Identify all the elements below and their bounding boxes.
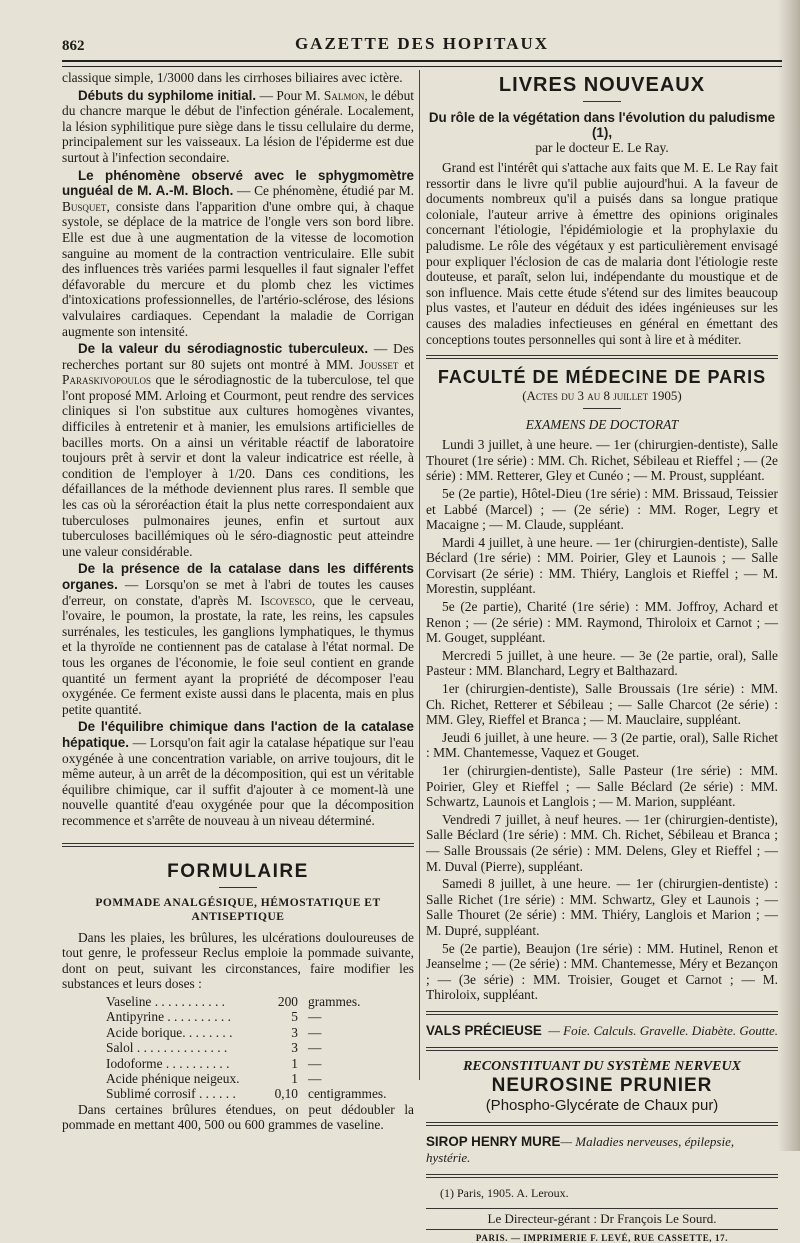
ingredient-name: Sublimé corrosif . . . . . . (106, 1086, 236, 1102)
pommade-outro: Dans certaines brûlures étendues, on peut dédoubler la pommade en mettant 400, 500 ou 600 grammes de vaseline. (62, 1101, 414, 1133)
ad-phospho: (Phospho-Glycérate de Chaux pur) (485, 1096, 719, 1114)
run-in-heading: Le phénomène observé avec le sphygmomètre unguéal de M. A.-M. Bloch. (62, 167, 414, 199)
exam-schedule (426, 437, 778, 1003)
page-number: 862 (62, 38, 85, 54)
pommade-intro: Dans les plaies, les brûlures, les ulcérations douloureuses de tout genre, le professeur Reclus emploie la pommade suivante, dont on peut, suivant les circonstances, faire modifier les substances et leurs doses : (62, 929, 414, 992)
exam-entry: 5e (2e partie), Beaujon (1re série) : MM. Hutinel, Renon et Jeanselme ; — (2e série) : MM. Chantemesse, Méry et Bezançon ; — (3e série) : MM. Troisier, Gouget et Carnot ; — M. Thiroloix, suppléant. (426, 940, 778, 1003)
footer-rule (426, 1208, 778, 1209)
paragraph-sphygmometre (62, 168, 414, 340)
formula-row (106, 1056, 414, 1071)
faculte-subtitle: (Actes du 3 au 8 juillet 1905) (522, 388, 682, 404)
printer-imprint: PARIS. — IMPRIMERIE F. LEVÉ, RUE CASSETTE, 17. (475, 1232, 729, 1243)
ingredient-name: Acide phénique neigeux. (106, 1070, 240, 1086)
ad-vals (426, 1023, 778, 1039)
run-in-heading: De l'équilibre chimique dans l'action de la catalase hépatique. (62, 719, 414, 750)
run-in-heading: Débuts du syphilome initial. (78, 87, 257, 103)
paragraph-syphilome: Débuts du syphilome initial. — Pour M. Salmon, le début du chancre marque le début de l'infection générale. Localement, la lésion syphilitique pure siège dans le tissu cellulaire du derme, principalement sur les vaisseaux. La lésion de l'épiderme est due surtout à l'infection secondaire. (62, 87, 414, 165)
faculte-title: FACULTÉ DE MÉDECINE DE PARIS (437, 367, 767, 388)
directeur-gerant: Le Directeur-gérant : Dr François Le Sourd. (487, 1210, 717, 1226)
ingredient-unit: grammes. (308, 993, 361, 1009)
formula-row (106, 1025, 414, 1040)
run-in-heading: De la présence de la catalase dans les différents organes. (62, 561, 414, 592)
ingredient-quantity: 5 (291, 1009, 298, 1025)
ingredient-unit: — (308, 1055, 322, 1071)
ad-reconstituant: RECONSTITUANT DU SYSTÈME NERVEUX (463, 1058, 741, 1074)
paragraph-text: — Lorsqu'on fait agir la catalase hépatique sur l'eau oxygénée à une concentration variable, on arrive toujours, dit le même auteur, à un arrêt de la décomposition, qui est un véritable équilibre chimique, car il suffit d'ajouter à ce moment-là une nouvelle quantité d'eau oxygénée pour que la décomposition recommence et s'arrête de nouveau à un niveau déterminé. (62, 734, 414, 828)
column-divider (419, 70, 420, 1080)
page-header (62, 30, 782, 60)
paragraph-serodiagnostic (62, 341, 414, 559)
ingredient-quantity: 3 (291, 1040, 298, 1056)
author-name: Jousset (359, 356, 399, 372)
left-column (62, 70, 414, 1135)
paragraph-text: — Ce phénomène, étudié par M. (233, 183, 414, 199)
author-name: Busquet (62, 198, 107, 214)
author-name: Salmon (323, 87, 365, 103)
livres-title: LIVRES NOUVEAUX (498, 74, 706, 96)
section-separator (426, 1122, 778, 1126)
ad-brand: VALS PRÉCIEUSE (426, 1022, 542, 1038)
ad-text: — Maladies nerveuses, épilepsie, hystérie. (426, 1133, 735, 1165)
ingredient-quantity: 0,10 (274, 1086, 298, 1102)
examens-title: EXAMENS DE DOCTORAT (525, 417, 679, 433)
section-separator (426, 1047, 778, 1051)
run-in-heading: De la valeur du sérodiagnostic tuberculeux. (78, 341, 369, 357)
paragraph-cirrhoses: classique simple, 1/3000 dans les cirrhoses biliaires avec ictère. (62, 70, 403, 85)
paragraph-text: que le sérodiagnostic de la tuberculose, tel que l'ont proposé MM. Arloing et Courmont, peut rendre des services cliniques si l'on substitue aux cultures homogènes vivantes, difficiles à entretenir et à manier, les emulsions artificielles de bacilles morts. On a ainsi un véritable réactif de laboratoire toujours prêt à servir et dont la valeur indicatrice est réelle, à condition de l'employer à 1/20. Dans ces conditions, les défaillances de la méthode deviennent plus rares. Il semble que les cas où la séroréaction était la plus nette correspondaient aux tuberculoses pulmonaires jeunes, enfin et surtout aux tuberculoses bacillémiques où le séro-diagnostic peut atteindre une valeur considérable. (62, 372, 414, 559)
ad-sirop (426, 1134, 778, 1166)
ingredient-name: Antipyrine . . . . . . . . . . (106, 1009, 231, 1025)
ingredient-unit: centigrammes. (308, 1086, 387, 1102)
running-title: GAZETTE DES HOPITAUX (294, 34, 550, 53)
ad-text: — Foie. Calculs. Gravelle. Diabète. Goutte. (548, 1022, 778, 1038)
exam-entry: Lundi 3 juillet, à une heure. — 1er (chirurgien-dentiste), Salle Thouret (1re série) : MM. Ch. Richet, Sébileau et Rieffel ; — (2e série) : MM. Retterer, Gley et Cunéo ; — M. Proust, suppléant. (426, 437, 778, 484)
section-separator (426, 1011, 778, 1015)
ingredient-quantity: 200 (277, 993, 298, 1009)
section-separator (426, 355, 778, 359)
ingredient-unit: — (308, 1070, 322, 1086)
ingredient-unit: — (308, 1040, 322, 1056)
paragraph-text: — Lorsqu'on se met à l'abri de toutes les causes d'erreur, on constate, d'après M. (62, 577, 414, 608)
title-rule (583, 101, 621, 102)
paragraph-text: — Des recherches portant sur 80 sujets ont montré à MM. (62, 341, 414, 372)
paragraph-equilibre (62, 719, 414, 828)
formula-row (106, 1071, 414, 1086)
right-column (426, 70, 778, 1243)
formulaire-title: FORMULAIRE (167, 860, 309, 882)
exam-entry: 1er (chirurgien-dentiste), Salle Pasteur (1re série) : MM. Poirier, Gley et Rieffel ; — Salle Béclard (2e série) : MM. Schwartz, Launois et Langlois ; — M. Marion, suppléant. (426, 763, 778, 810)
book-title: Du rôle de la végétation dans l'évolution du paludisme (1), (428, 110, 776, 140)
exam-entry: Vendredi 7 juillet, à neuf heures. — 1er (chirurgien-dentiste), Salle Béclard (1re série) : MM. Ch. Richet, Sébileau et Branca ; — Salle Broussais (2e série) : MM. Delens, Gley et Rieffel ; — M. Duval (Pierre), suppléant. (426, 811, 778, 874)
book-author: par le docteur E. Le Ray. (535, 140, 669, 155)
author-name: Paraskivopoulos (62, 372, 151, 388)
section-separator (426, 1174, 778, 1178)
page-edge-shadow (778, 0, 800, 1151)
author-name: Iscovesco (260, 592, 312, 608)
section-separator (62, 843, 414, 847)
exam-entry: 1er (chirurgien-dentiste), Salle Broussais (1re série) : MM. Ch. Richet, Retterer et Sébileau ; — Salle Charcot (2e série) : MM. Gley, Rieffel et Branca ; — M. Mauclaire, suppléant. (426, 681, 778, 728)
paragraph-text: et (398, 356, 414, 372)
paragraph-text: , le début du chancre marque le début de l'infection générale. Localement, la lésion syphilitique pure siège dans le tissu cellulaire du derme, principalement sur les vaisseaux. La lésion de l'épiderme est due surtout à l'infection secondaire. (62, 87, 414, 165)
title-rule (583, 408, 621, 409)
header-rule (62, 60, 782, 67)
formula-row (106, 1040, 414, 1055)
formula-row (106, 1009, 414, 1024)
ingredient-name: Vaseline . . . . . . . . . . . (106, 993, 226, 1009)
exam-entry: 5e (2e partie), Hôtel-Dieu (1re série) : MM. Brissaud, Teissier et Labbé (Marcel) ; — (2e série) : MM. Roger, Legry et Macaigne ; — M. Claude, suppléant. (426, 485, 778, 533)
exam-entry: Jeudi 6 juillet, à une heure. — 3 (2e partie, oral), Salle Richet : MM. Chantemesse, Vaquez et Gouget. (426, 729, 778, 761)
ingredient-name: Acide borique. . . . . . . . (106, 1024, 233, 1040)
exam-entry: Mardi 4 juillet, à une heure. — 1er (chirurgien-dentiste), Salle Béclard (1re série) : MM. Poirier, Gley et Launois ; — Salle Corvisart (2e série) : MM. Thiéry, Langlois et Rieffel ; — M. Morestin, suppléant. (426, 534, 778, 597)
paragraph-catalase (62, 561, 414, 717)
title-rule (219, 887, 257, 888)
ingredient-quantity: 1 (291, 1070, 298, 1086)
formula-list (106, 994, 414, 1102)
ingredient-quantity: 1 (291, 1055, 298, 1071)
exam-entry: Samedi 8 juillet, à une heure. — 1er (chirurgien-dentiste) : Salle Richet (1re série) : MM. Schwartz, Gley et Launois ; — Salle Thouret (2e série) : MM. Thiéry, Langlois et Marion ; — M. Dupré, suppléant. (426, 876, 778, 938)
ad-neurosine: NEUROSINE PRUNIER (491, 1074, 713, 1096)
pommade-title: POMMADE ANALGÉSIQUE, HÉMOSTATIQUE ET ANTISEPTIQUE (95, 896, 381, 923)
ingredient-name: Iodoforme . . . . . . . . . . (106, 1055, 230, 1071)
paragraph-text: , consiste dans l'apparition d'une ombre qui, à chaque systole, se déplace de la matrice de l'ongle vers son bord libre. Elle est due à une augmentation de la vitesse de locomotion sanguine au moment de la contraction ventriculaire. Elle subit des influences très variées parmi lesquelles il faut signaler l'effet défavorable du mercure et du plomb chez les victimes d'intoxications professionnelles, de l'artério-sclérose, des lésions valvulaires cardiaques. Cependant la maladie de Corrigan augmente son intensité. (62, 198, 414, 339)
formula-row (106, 1086, 414, 1101)
ad-brand: SIROP HENRY MURE (426, 1133, 561, 1149)
footnote: (1) Paris, 1905. A. Leroux. (440, 1185, 569, 1200)
ingredient-quantity: 3 (291, 1024, 298, 1040)
ingredient-name: Salol . . . . . . . . . . . . . . (106, 1040, 228, 1056)
formula-row (106, 994, 414, 1009)
exam-entry: 5e (2e partie), Charité (1re série) : MM. Joffroy, Achard et Renon ; — (2e série) : MM. Raymond, Thiroloix et Carnot ; — M. Gouget, suppléant. (426, 599, 778, 646)
ingredient-unit: — (308, 1024, 322, 1040)
footer-rule (426, 1229, 778, 1230)
paragraph-text: , que le cerveau, l'ovaire, le poumon, la prostate, la rate, les reins, les capsules surrénales, les testicules, les ganglions lymphatiques, le thymus et la thyroïde ne contiennent pas de catalase à l'état normal. De tous les organes de l'économie, le foie seul contient en grande quantité un ferment ayant la propriété de décomposer l'eau oxygénée. Ce ferment existe aussi dans le placenta, mais en plus petite quantité. (62, 592, 414, 717)
exam-entry: Mercredi 5 juillet, à une heure. — 3e (2e partie, oral), Salle Pasteur : MM. Blanchard, Legry et Balthazard. (426, 647, 778, 679)
book-review: Grand est l'intérêt qui s'attache aux faits que M. E. Le Ray fait ressortir dans le livre qu'il publie aujourd'hui. A la faveur de documents nombreux qu'il a puisés dans sa longue pratique coloniale, l'auteur arrive à émettre des opinions originales concernant l'étiologie, l'épidémiologie et la prophylaxie du paludisme. Le rôle des végétaux y est particulièrement envisagé pour expliquer l'éclosion de cas de malaria dont l'étiologie reste douteuse, et paraît, selon lui, indépendante du moustique et de son influence. Mais cette étude s'étend sur des limites beaucoup plus vastes, et l'auteur en déduit des idées ingénieuses sur les causes des maladies infectieuses en général en émettant des conceptions toutes personnelles qui sont à lire et à méditer. (426, 160, 778, 347)
ingredient-unit: — (308, 1009, 322, 1025)
